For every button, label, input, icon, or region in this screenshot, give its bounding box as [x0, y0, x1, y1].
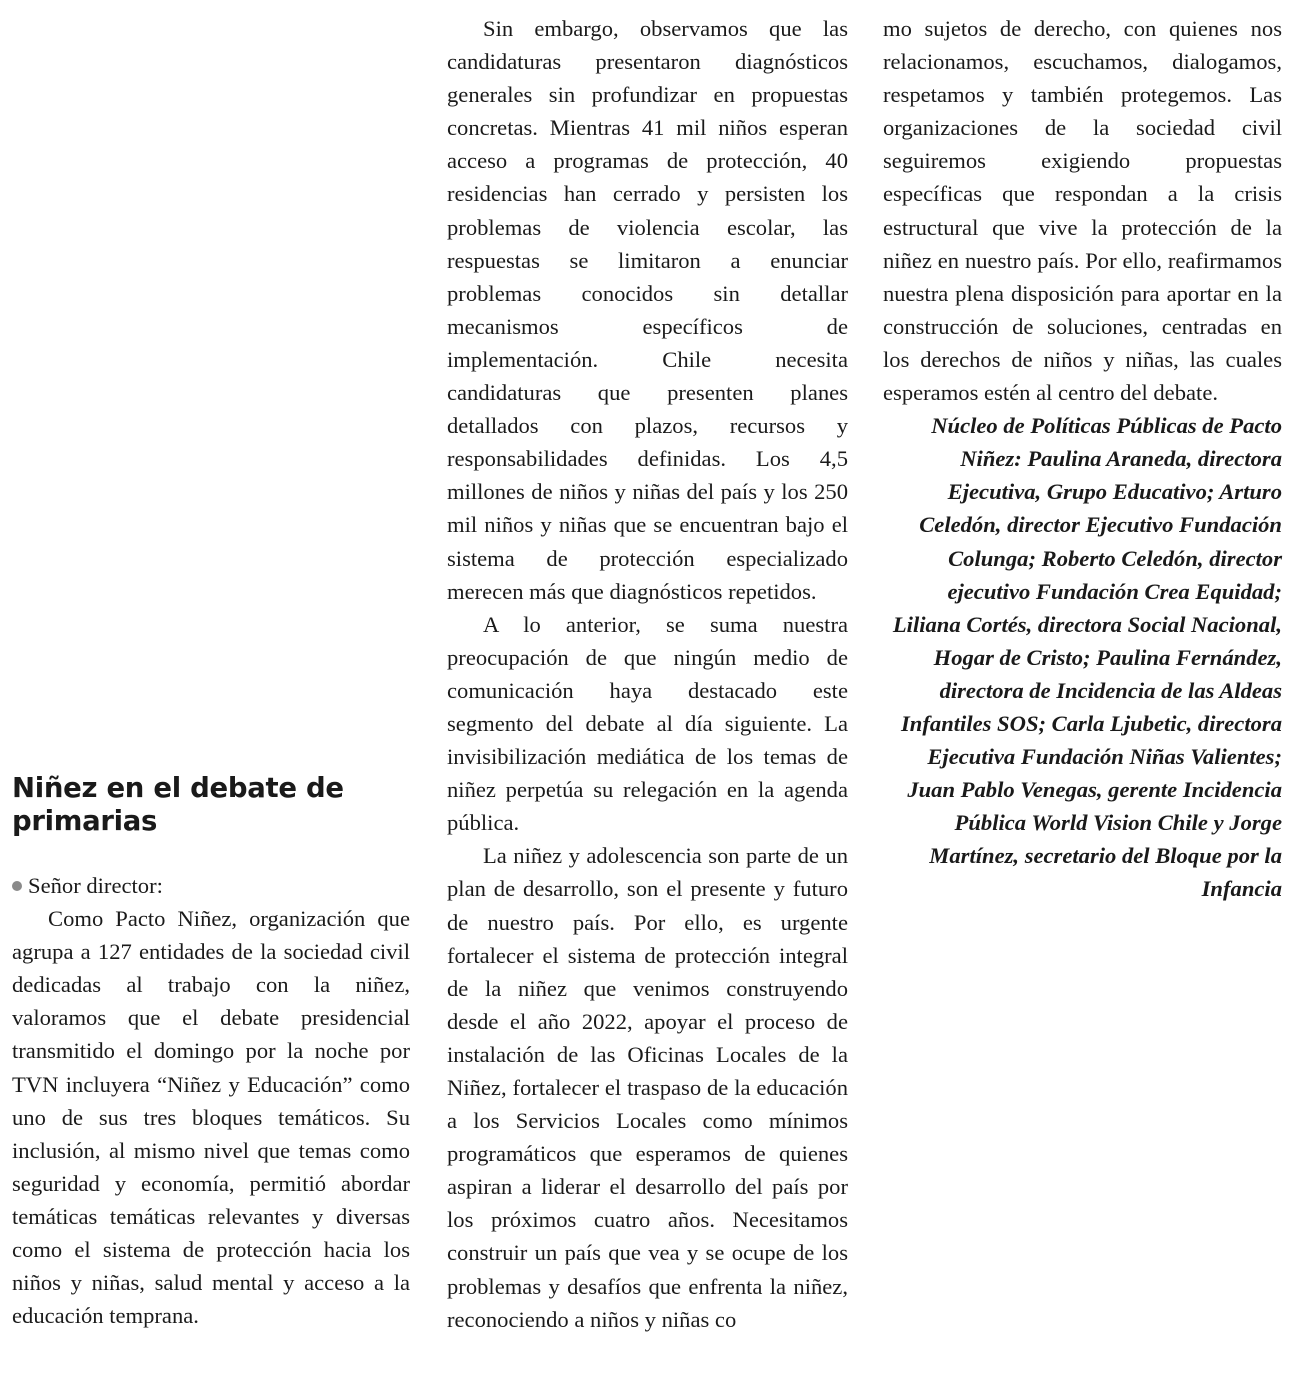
paragraph-2: Sin embargo, observamos que las candidaturas presentaron diagnósticos generales sin profundizar en propuestas concretas. Mientras 41 mil niños esperan acceso a programas de protección, 40 residencias han cerrado y persisten los problemas de violencia escolar, las respuestas se limitaron a enunciar problemas conocidos sin detallar mecanismos específicos de implementación. Chile necesita candidaturas que presenten planes detallados con plazos, recursos y responsabilidades definidas. Los 4,5 millones de niños y niñas del país y los 250 mil niños y niñas que se encuentran bajo el sistema de protección especializado merecen más que diagnósticos repetidos.	[447, 16, 848, 604]
article-headline: Niñez en el debate de primarias	[12, 772, 344, 837]
salutation-line	[12, 869, 410, 902]
bullet-icon	[12, 881, 22, 891]
column-left	[12, 772, 410, 1332]
signature-block: Núcleo de Políticas Públicas de Pacto Niñez: Paulina Araneda, directora Ejecutiva, Grupo Educativo; Arturo Celedón, director Ejecutivo Fundación Colunga; Roberto Celedón, director ejecutivo Fundación Crea Equidad; Liliana Cortés, directora Social Nacional, Hogar de Cristo; Paulina Fernández, directora de Incidencia de las Aldeas Infantiles SOS; Carla Ljubetic, directora Ejecutiva Fundación Niñas Valientes; Juan Pablo Venegas, gerente Incidencia Pública World Vision Chile y Jorge Martínez, secretario del Bloque por la Infancia	[892, 413, 1282, 902]
column-middle	[447, 12, 848, 1336]
paragraph-4: La niñez y adolescencia son parte de un plan de desarrollo, son el presente y futuro de nuestro país. Por ello, es urgente fortalecer el sistema de protección integral de la niñez que venimos construyendo desde el año 2022, apoyar el proceso de instalación de las Oficinas Locales de la Niñez, fortalecer el traspaso de la educación a los Servicios Locales como mínimos programáticos que esperamos de quienes aspiran a liderar el desarrollo del país por los próximos cuatro años. Necesitamos construir un país que vea y se ocupe de los problemas y desafíos que enfrenta la niñez, reconociendo a niños y niñas co	[447, 843, 848, 1332]
paragraph-3: A lo anterior, se suma nuestra preocupación de que ningún medio de comunicación haya destacado este segmento del debate al día siguiente. La invisibilización mediática de los temas de niñez perpetúa su relegación en la agenda pública.	[447, 611, 848, 836]
salutation: Señor director:	[28, 873, 163, 898]
column-right	[883, 12, 1282, 906]
paragraph-1: Como Pacto Niñez, organización que agrupa a 127 entidades de la sociedad civil dedicadas al trabajo con la niñez, valoramos que el debate presidencial transmitido el domingo por la noche por TVN incluyera “Niñez y Educación” como uno de sus tres bloques temáticos. Su inclusión, al mismo nivel que temas como seguridad y economía, permitió abordar temáticas temáticas relevantes y diversas como el sistema de protección hacia los niños y niñas, salud mental y acceso a la educación temprana.	[12, 906, 410, 1329]
paragraph-4-continued: mo sujetos de derecho, con quienes nos relacionamos, escuchamos, dialogamos, respetamos y también protegemos. Las organizaciones de la sociedad civil seguiremos exigiendo propuestas específicas que respondan a la crisis estructural que vive la protección de la niñez en nuestro país. Por ello, reafirmamos nuestra plena disposición para aportar en la construcción de soluciones, centradas en los derechos de niños y niñas, las cuales esperamos estén al centro del debate.	[883, 16, 1282, 406]
